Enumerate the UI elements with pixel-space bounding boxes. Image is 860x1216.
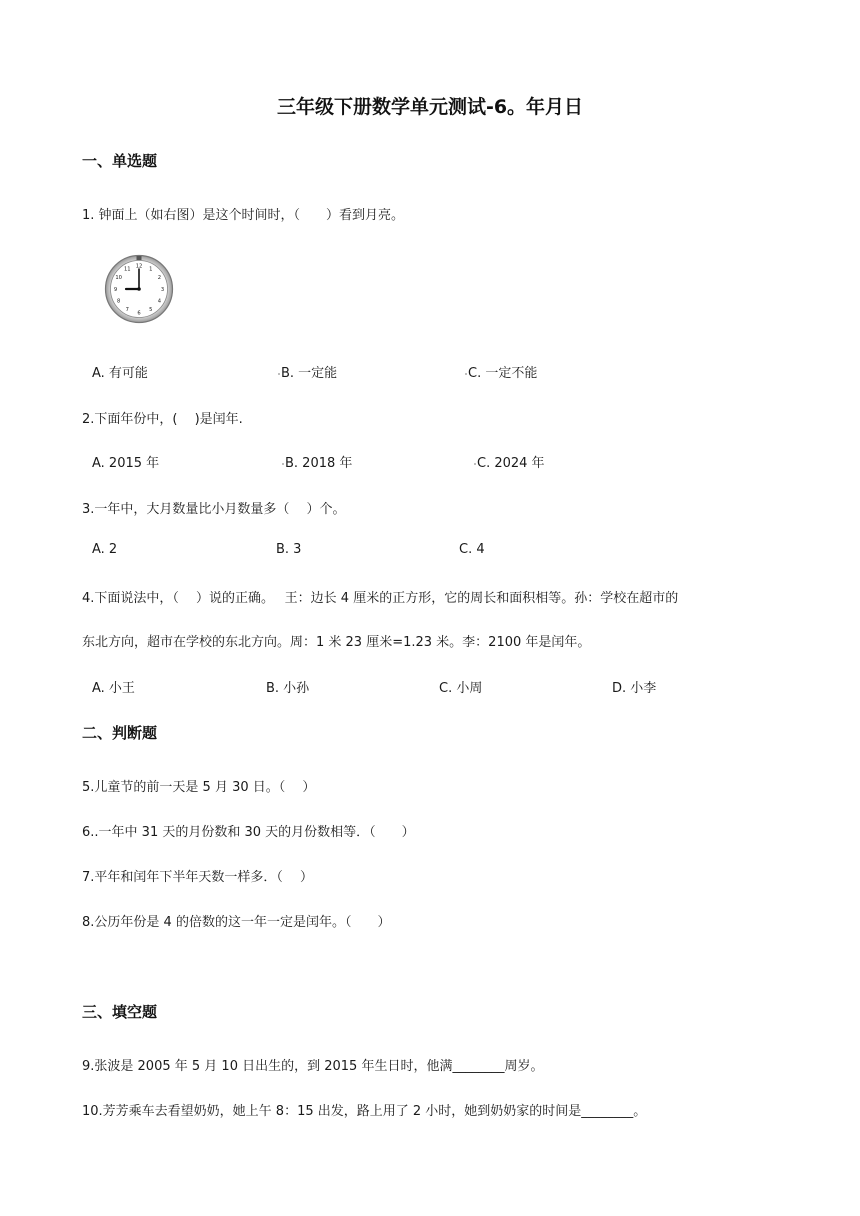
question-4-line-2: 东北方向，超市在学校的东北方向。周：1 米 23 厘米=1.23 米。李：2100 年是闰年。 xyxy=(82,635,591,650)
clock-number: 8 xyxy=(116,298,121,305)
q2-option-a[interactable]: A. 2015 年 xyxy=(92,456,160,471)
q4-option-b[interactable]: B. 小孙 xyxy=(266,681,310,696)
q3-option-c[interactable]: C. 4 xyxy=(459,542,485,557)
clock-number: 11 xyxy=(123,266,131,273)
clock-number: 9 xyxy=(113,286,118,293)
q2-option-c-label: C. 2024 年 xyxy=(477,456,545,471)
clock-number: 4 xyxy=(157,298,162,305)
clock-number: 1 xyxy=(149,266,153,273)
q4-option-c[interactable]: C. 小周 xyxy=(439,681,483,696)
clock-number: 7 xyxy=(125,307,129,314)
clock-number: 5 xyxy=(149,307,153,314)
q1-option-c[interactable] xyxy=(465,362,537,381)
question-7: 7.平年和闰年下半年天数一样多．（ ） xyxy=(82,870,314,885)
bullet-dot-icon xyxy=(465,373,467,375)
question-8: 8.公历年份是 4 的倍数的这一年一定是闰年。（ ） xyxy=(82,915,391,930)
bullet-dot-icon xyxy=(278,373,280,375)
q4-option-d[interactable]: D. 小李 xyxy=(612,681,657,696)
section-heading-fill-blank: 三、填空题 xyxy=(82,1003,158,1021)
question-6: 6..一年中 31 天的月份数和 30 天的月份数相等．（ ） xyxy=(82,825,415,840)
bullet-dot-icon xyxy=(282,463,284,465)
clock-number: 10 xyxy=(115,275,122,282)
question-1: 1. 钟面上（如右图）是这个时间时，（ ）看到月亮。 xyxy=(82,208,405,223)
clock-number: 12 xyxy=(135,263,143,270)
q4-option-a[interactable]: A. 小王 xyxy=(92,681,135,696)
clock-number: 2 xyxy=(157,275,162,282)
question-2: 2.下面年份中，( )是闰年. xyxy=(82,412,243,427)
q1-option-c-label: C. 一定不能 xyxy=(468,366,538,381)
clock-number: 3 xyxy=(160,286,165,293)
q1-option-a[interactable]: A. 有可能 xyxy=(92,366,148,381)
q2-option-b[interactable] xyxy=(282,452,352,471)
q3-option-b[interactable]: B. 3 xyxy=(276,542,302,557)
q3-option-a[interactable]: A. 2 xyxy=(92,542,118,557)
bullet-dot-icon xyxy=(474,463,476,465)
section-heading-true-false: 二、判断题 xyxy=(82,724,158,742)
section-heading-single-choice: 一、单选题 xyxy=(82,152,158,170)
clock-number: 6 xyxy=(137,310,141,317)
question-9: 9.张波是 2005 年 5 月 10 日出生的，到 2015 年生日时，他满________周岁。 xyxy=(82,1059,544,1074)
question-5: 5.儿童节的前一天是 5 月 30 日。（ ） xyxy=(82,780,316,795)
question-3: 3.一年中，大月数量比小月数量多（ ）个。 xyxy=(82,502,346,517)
q2-option-c[interactable] xyxy=(474,452,545,471)
question-10: 10.芳芳乘车去看望奶奶，她上午 8：15 出发，路上用了 2 小时，她到奶奶家的时间是________。 xyxy=(82,1104,647,1119)
clock-face-icon xyxy=(104,254,174,324)
q1-option-b-label: B. 一定能 xyxy=(281,366,338,381)
q1-option-b[interactable] xyxy=(278,362,337,381)
question-4-line-1: 4.下面说法中，（ ）说的正确。 王：边长 4 厘米的正方形，它的周长和面积相等。孙：学校在超市的 xyxy=(82,591,679,606)
q2-option-b-label: B. 2018 年 xyxy=(285,456,353,471)
page-title: 三年级下册数学单元测试-6。年月日 xyxy=(276,96,584,118)
